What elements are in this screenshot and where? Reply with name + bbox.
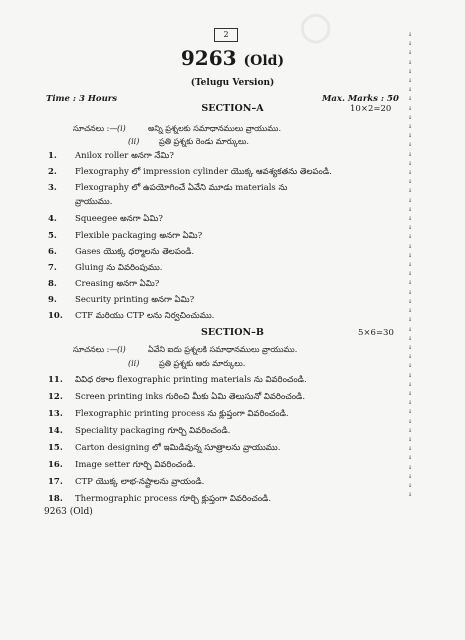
perforation-marks: ↓ ↓ ↓ ↓ ↓ ↓ ↓ ↓ ↓ ↓ ↓ ↓ ↓ ↓ ↓ ↓ ↓ ↓ ↓ ↓ ↓ ↓ ↓ ↓ ↓ ↓ ↓ ↓ ↓ ↓ ↓ ↓ ↓ ↓ ↓ ↓ ↓ ↓ ↓ ↓ ↓ ↓ ↓ ↓ ↓ ↓ ↓ ↓ ↓ ↓ ↓ bbox=[407, 30, 413, 499]
question-text: CTF మరియు CTP లను నిర్వచించుము. bbox=[75, 311, 215, 321]
question-text: Screen printing inks గురించి మీకు ఏమి తెలుసునో వివరించండి. bbox=[75, 392, 306, 402]
section-b-title: SECTION–B bbox=[201, 327, 264, 338]
question-number: 10. bbox=[48, 311, 63, 321]
question-text: Anilox roller అనగా నేమి? bbox=[75, 151, 174, 161]
section-b-instructions-label: సూచనలు :— bbox=[73, 345, 118, 354]
question-number: 1. bbox=[48, 151, 57, 161]
question-text: Flexography లో impression cylinder యొక్క ఆవశ్యకతను తెలపండి. bbox=[75, 167, 332, 177]
section-b-scheme: 5×6=30 bbox=[358, 328, 394, 338]
question-text-continued: వ్రాయుము. bbox=[75, 197, 113, 207]
question-number: 7. bbox=[48, 263, 57, 273]
question-number: 12. bbox=[48, 392, 63, 402]
question-number: 13. bbox=[48, 409, 63, 419]
question-text: Flexography లో ఉపయోగించే ఏవేని మూడు materials ను bbox=[75, 183, 288, 193]
question-text: వివిధ రకాల flexographic printing materials ను వివరించండి. bbox=[75, 375, 307, 385]
paper-code bbox=[0, 46, 465, 70]
section-a-title: SECTION–A bbox=[201, 103, 264, 114]
question-number: 17. bbox=[48, 477, 63, 487]
question-number: 3. bbox=[48, 183, 57, 193]
show-through-watermark: ◯ bbox=[300, 11, 332, 42]
section-a-instruction-num: (i) bbox=[117, 124, 126, 133]
question-number: 18. bbox=[48, 494, 63, 504]
question-text: Gluing ను వివరింపుము. bbox=[75, 263, 163, 273]
section-a-instruction-text: అన్ని ప్రశ్నలకు సమాధానములు వ్రాయుము. bbox=[148, 124, 281, 133]
section-a-scheme: 10×2=20 bbox=[350, 104, 392, 114]
question-number: 16. bbox=[48, 460, 63, 470]
question-text: Carton designing లో ఇమిడివున్న సూత్రాలను వ్రాయుము. bbox=[75, 443, 281, 453]
question-text: Security printing అనగా ఏమి? bbox=[75, 295, 195, 305]
question-number: 6. bbox=[48, 247, 57, 257]
footer-paper-code: 9263 (Old) bbox=[44, 507, 93, 517]
paper-code-number: 9263 bbox=[180, 46, 237, 70]
paper-code-suffix: (Old) bbox=[243, 53, 285, 69]
page-number: 2 bbox=[214, 28, 238, 42]
question-number: 4. bbox=[48, 214, 57, 224]
section-a-instruction-text: ప్రతి ప్రశ్నకు రెండు మార్కులు. bbox=[159, 137, 249, 146]
question-text: Gases యొక్క ధర్మాలను తెలపండి. bbox=[75, 247, 195, 257]
question-number: 8. bbox=[48, 279, 57, 289]
question-number: 2. bbox=[48, 167, 57, 177]
question-number: 15. bbox=[48, 443, 63, 453]
question-text: Creasing అనగా ఏమి? bbox=[75, 279, 160, 289]
section-b-instruction-text: ఏవేని ఐదు ప్రశ్నలకి సమాధానములు వ్రాయుము. bbox=[148, 345, 298, 354]
question-text: Image setter గూర్చి వివరించండి. bbox=[75, 460, 196, 470]
version-label: (Telugu Version) bbox=[190, 78, 275, 88]
section-b-instruction-text: ప్రతి ప్రశ్నకు ఆరు మార్కులు. bbox=[159, 359, 246, 368]
question-number: 11. bbox=[48, 375, 63, 385]
question-text: Flexographic printing process ను క్లుప్తంగా వివరించండి. bbox=[75, 409, 289, 419]
section-b-instruction-num: (i) bbox=[117, 345, 126, 354]
max-marks-label: Max. Marks : 50 bbox=[322, 94, 399, 104]
question-text: CTP యొక్క లాభ-నష్టాలను వ్రాయండి. bbox=[75, 477, 205, 487]
section-b-instruction-num: (ii) bbox=[128, 359, 140, 368]
section-a-instruction-num: (ii) bbox=[128, 137, 140, 146]
question-text: Speciality packaging గూర్చి వివరించండి. bbox=[75, 426, 231, 436]
question-text: Flexible packaging అనగా ఏమి? bbox=[75, 231, 203, 241]
question-text: Squeegee అనగా ఏమి? bbox=[75, 214, 163, 224]
question-number: 9. bbox=[48, 295, 57, 305]
section-a-instructions-label: సూచనలు :— bbox=[73, 124, 118, 133]
question-text: Thermographic process గూర్చి క్లుప్తంగా వివరించండి. bbox=[75, 494, 272, 504]
question-number: 5. bbox=[48, 231, 57, 241]
question-number: 14. bbox=[48, 426, 63, 436]
time-label: Time : 3 Hours bbox=[46, 94, 118, 104]
